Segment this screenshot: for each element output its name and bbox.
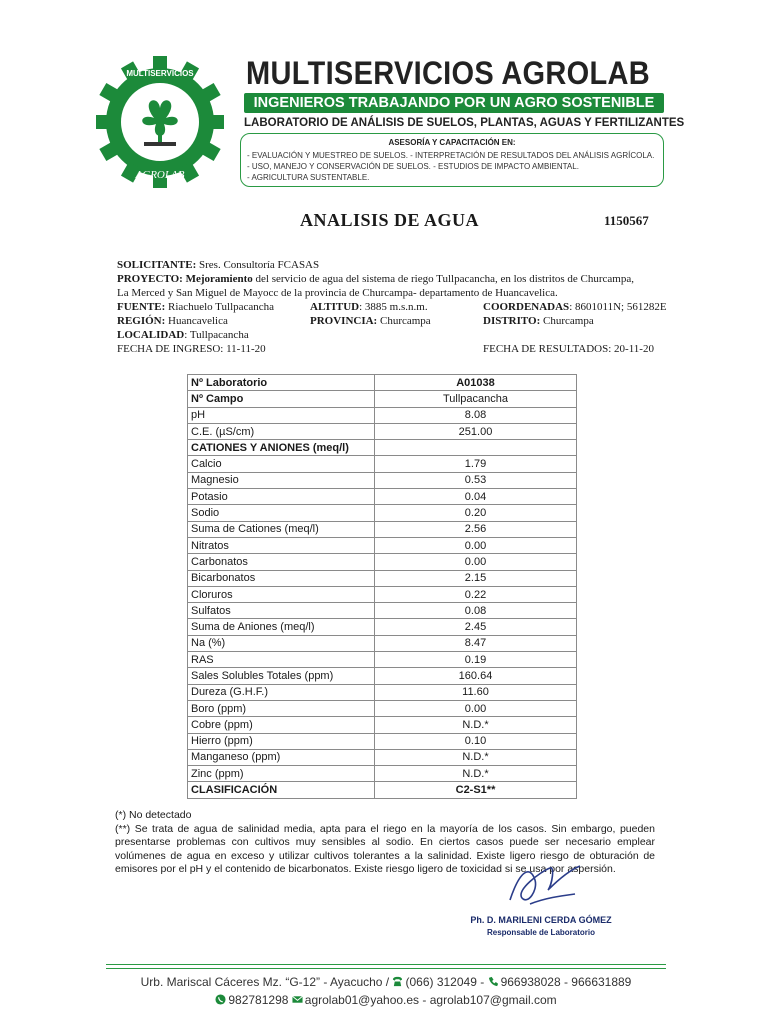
- table-row: [188, 586, 577, 602]
- footer-contact-line: [106, 993, 666, 1007]
- localidad-label: LOCALIDAD: [117, 329, 185, 341]
- row-label: Boro (ppm): [188, 700, 375, 716]
- region-value: Huancavelica: [168, 315, 228, 327]
- altitud-line: [310, 300, 428, 315]
- row-value: 0.00: [375, 700, 577, 716]
- region-line: [117, 314, 228, 329]
- signature-name: Ph. D. MARILENI CERDA GÓMEZ: [470, 915, 612, 925]
- row-value: 251.00: [375, 423, 577, 439]
- row-value: 0.20: [375, 505, 577, 521]
- row-value: 2.45: [375, 619, 577, 635]
- row-label: Calcio: [188, 456, 375, 472]
- provincia-label: PROVINCIA:: [310, 315, 378, 327]
- table-row: [188, 407, 577, 423]
- row-label: Suma de Aniones (meq/l): [188, 619, 375, 635]
- proyecto-line: [117, 272, 634, 287]
- fecha-resultados-label: FECHA DE RESULTADOS: [483, 343, 609, 355]
- provincia-line: [310, 314, 431, 329]
- row-value: 0.00: [375, 537, 577, 553]
- coordenadas-line: [483, 300, 667, 315]
- table-row: [188, 375, 577, 391]
- coordenadas-label: COORDENADAS: [483, 301, 570, 313]
- row-label: Nº Laboratorio: [188, 375, 375, 391]
- row-value: 0.22: [375, 586, 577, 602]
- results-table: [187, 374, 577, 799]
- region-label: REGIÓN:: [117, 315, 166, 327]
- row-label: Sulfatos: [188, 603, 375, 619]
- table-row: [188, 766, 577, 782]
- fecha-ingreso-line: [117, 342, 266, 357]
- table-row: [188, 489, 577, 505]
- row-label: Na (%): [188, 635, 375, 651]
- note-classification: (**) Se trata de agua de salinidad media, apta para el riego en la mayoría de los casos. Sin embargo, pueden presentarse problemas con cultivos muy sensibles al sodio. En ciertos casos puede ser necesario emplear volúmenes de agua en exceso y utilizar cultivos tolerantes a la salinidad. Existe ligero riesgo de obturación de emisores por el pH y el contenido de bicarbonatos. Existe riesgo ligero de toxicidad si se usa por aspersión.: [115, 822, 655, 875]
- row-value: Tullpacancha: [375, 391, 577, 407]
- row-value: [375, 440, 577, 456]
- services-box: [240, 133, 664, 187]
- row-label: Hierro (ppm): [188, 733, 375, 749]
- footer-divider: [106, 968, 666, 969]
- fuente-line: [117, 300, 274, 315]
- laboratory-description: LABORATORIO DE ANÁLISIS DE SUELOS, PLANTAS, AGUAS Y FERTILIZANTES: [244, 117, 685, 129]
- row-label: Zinc (ppm): [188, 766, 375, 782]
- row-label: Cloruros: [188, 586, 375, 602]
- agrolab-logo: [96, 54, 224, 190]
- row-value: N.D.*: [375, 766, 577, 782]
- table-row: [188, 733, 577, 749]
- footer-phone: (066) 312049 -: [405, 975, 485, 989]
- row-value: 0.04: [375, 489, 577, 505]
- row-label: Suma de Cationes (meq/l): [188, 521, 375, 537]
- fuente-value: Riachuelo Tullpacancha: [168, 301, 275, 313]
- fecha-ingreso-value: 11-11-20: [226, 343, 266, 355]
- fuente-label: FUENTE:: [117, 301, 166, 313]
- whatsapp-icon: [215, 994, 226, 1005]
- table-row: [188, 635, 577, 651]
- row-label: Carbonatos: [188, 554, 375, 570]
- localidad-value: : Tullpacancha: [184, 329, 249, 341]
- services-list: [247, 150, 654, 183]
- altitud-value: : 3885 m.s.n.m.: [359, 301, 428, 313]
- row-value: 0.19: [375, 652, 577, 668]
- row-label: Dureza (G.H.F.): [188, 684, 375, 700]
- table-row: [188, 717, 577, 733]
- footer-address: Urb. Mariscal Cáceres Mz. “G-12” - Ayacucho /: [140, 975, 390, 989]
- services-item: - EVALUACIÓN Y MUESTREO DE SUELOS. - INTERPRETACIÓN DE RESULTADOS DEL ANÁLISIS AGRÍCOLA.: [247, 151, 655, 160]
- row-label: Sodio: [188, 505, 375, 521]
- row-value: 2.56: [375, 521, 577, 537]
- services-title: ASESORÍA Y CAPACITACIÓN EN:: [388, 138, 516, 147]
- fecha-resultados-line: [483, 342, 654, 357]
- row-label: C.E. (µS/cm): [188, 423, 375, 439]
- table-row: [188, 570, 577, 586]
- row-label: Cobre (ppm): [188, 717, 375, 733]
- row-value: N.D.*: [375, 749, 577, 765]
- table-row: [188, 505, 577, 521]
- row-value: A01038: [375, 375, 577, 391]
- row-label: pH: [188, 407, 375, 423]
- brand-slogan: INGENIEROS TRABAJANDO POR UN AGRO SOSTENIBLE: [244, 93, 664, 113]
- row-value: 1.79: [375, 456, 577, 472]
- signature-mark: [500, 860, 590, 910]
- row-value: 11.60: [375, 684, 577, 700]
- altitud-label: ALTITUD: [310, 301, 360, 313]
- brand-name: MULTISERVICIOS AGROLAB: [246, 56, 651, 92]
- coordenadas-value: : 8601011N; 561282E: [569, 301, 667, 313]
- footer-mobiles: 966938028 - 966631889: [500, 975, 632, 989]
- signature-role: Responsable de Laboratorio: [486, 928, 596, 937]
- proyecto-label: PROYECTO:: [117, 273, 183, 285]
- footer-address-line: [106, 975, 666, 989]
- row-label: Bicarbonatos: [188, 570, 375, 586]
- table-row: [188, 456, 577, 472]
- table-row: [188, 537, 577, 553]
- row-label: Sales Solubles Totales (ppm): [188, 668, 375, 684]
- services-item: - AGRICULTURA SUSTENTABLE.: [247, 173, 370, 182]
- table-row: [188, 652, 577, 668]
- table-row: [188, 391, 577, 407]
- solicitante-label: SOLICITANTE:: [117, 259, 197, 271]
- distrito-label: DISTRITO:: [483, 315, 541, 327]
- document-title: ANALISIS DE AGUA: [300, 210, 480, 230]
- footer-whatsapp: 982781298: [228, 993, 289, 1007]
- table-row: [188, 700, 577, 716]
- row-value: 0.08: [375, 603, 577, 619]
- table-row: [188, 668, 577, 684]
- table-row: [188, 554, 577, 570]
- row-value: 0.10: [375, 733, 577, 749]
- document-number: 1150567: [604, 213, 649, 228]
- row-label: Nº Campo: [188, 391, 375, 407]
- email-icon: [292, 994, 303, 1005]
- logo-bottom-text: AGROLAB: [135, 169, 185, 181]
- footer-divider: [106, 964, 666, 965]
- solicitante-line: [117, 258, 319, 273]
- proyecto-bold: Mejoramiento: [185, 273, 253, 285]
- table-row: [188, 521, 577, 537]
- row-label: Magnesio: [188, 472, 375, 488]
- table-row: [188, 619, 577, 635]
- table-row: [188, 684, 577, 700]
- logo-top-text: MULTISERVICIOS: [126, 69, 194, 78]
- row-label: CATIONES Y ANIONES (meq/l): [188, 440, 375, 456]
- row-value: 8.08: [375, 407, 577, 423]
- row-label: RAS: [188, 652, 375, 668]
- table-row: [188, 782, 577, 798]
- fecha-ingreso-label: FECHA DE INGRESO:: [117, 343, 224, 355]
- row-label: Nitratos: [188, 537, 375, 553]
- row-value: C2-S1**: [375, 782, 577, 798]
- table-row: [188, 472, 577, 488]
- provincia-value: Churcampa: [379, 315, 431, 327]
- mobile-icon: [488, 976, 499, 987]
- solicitante-value: Sres. Consultoría FCASAS: [199, 259, 320, 271]
- fecha-resultados-value: : 20-11-20: [608, 343, 654, 355]
- row-value: 2.15: [375, 570, 577, 586]
- row-label: Manganeso (ppm): [188, 749, 375, 765]
- footer-email-2: - agrolab107@gmail.com: [422, 993, 557, 1007]
- services-item: - USO, MANEJO Y CONSERVACIÓN DE SUELOS. - ESTUDIOS DE IMPACTO AMBIENTAL.: [247, 162, 579, 171]
- row-value: N.D.*: [375, 717, 577, 733]
- proyecto-value: del servicio de agua del sistema de riego Tullpacancha, en los distritos de Churcampa,: [255, 273, 635, 285]
- row-value: 0.00: [375, 554, 577, 570]
- table-row: [188, 603, 577, 619]
- row-label: CLASIFICACIÓN: [188, 782, 375, 798]
- phone-icon: [392, 976, 403, 987]
- row-value: 0.53: [375, 472, 577, 488]
- distrito-value: Churcampa: [543, 315, 594, 327]
- table-row: [188, 423, 577, 439]
- row-label: Potasio: [188, 489, 375, 505]
- note-not-detected: (*) No detectado: [115, 809, 192, 821]
- row-value: 8.47: [375, 635, 577, 651]
- row-value: 160.64: [375, 668, 577, 684]
- footer-email-1: agrolab01@yahoo.es: [304, 993, 420, 1007]
- table-row: [188, 440, 577, 456]
- localidad-line: [117, 328, 249, 343]
- table-row: [188, 749, 577, 765]
- distrito-line: [483, 314, 594, 329]
- proyecto-line-2: La Merced y San Miguel de Mayocc de la provincia de Churcampa- departamento de Huancavelica.: [117, 287, 558, 299]
